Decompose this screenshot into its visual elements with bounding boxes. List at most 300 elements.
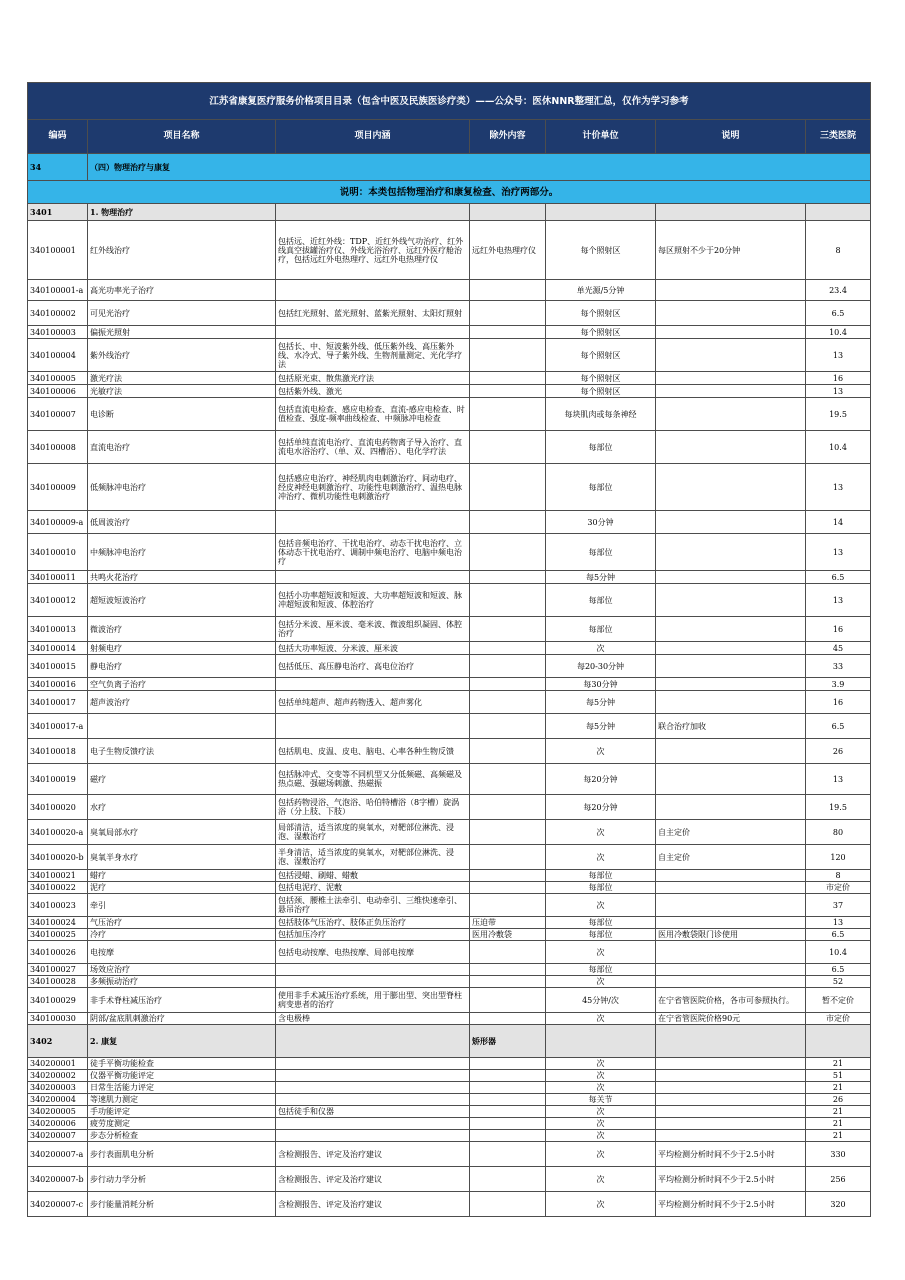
item-unit: 每个照射区 [546, 385, 656, 398]
item-code: 340100025 [28, 929, 88, 941]
item-price: 10.4 [806, 326, 871, 339]
item-price: 26 [806, 739, 871, 764]
item-unit: 次 [546, 941, 656, 964]
item-content [276, 964, 470, 976]
table-row [28, 1192, 871, 1217]
item-unit: 每部位 [546, 882, 656, 894]
item-exclude [470, 894, 546, 917]
item-price: 19.5 [806, 398, 871, 431]
item-price: 16 [806, 617, 871, 642]
table-row [28, 534, 871, 571]
item-unit: 次 [546, 1106, 656, 1118]
item-name: 场效应治疗 [88, 964, 276, 976]
item-unit: 每部位 [546, 464, 656, 511]
item-exclude [470, 1094, 546, 1106]
table-row [28, 584, 871, 617]
item-note [656, 870, 806, 882]
item-price: 13 [806, 464, 871, 511]
item-exclude [470, 584, 546, 617]
header-row [28, 120, 871, 154]
item-exclude: 医用冷敷袋 [470, 929, 546, 941]
item-exclude [470, 1106, 546, 1118]
item-exclude [470, 882, 546, 894]
item-code: 340100014 [28, 642, 88, 655]
item-exclude: 远红外电热理疗仪 [470, 221, 546, 280]
item-name: 高光功率光子治疗 [88, 280, 276, 301]
item-unit: 30分钟 [546, 511, 656, 534]
item-name: 牵引 [88, 894, 276, 917]
item-exclude [470, 534, 546, 571]
item-exclude [470, 339, 546, 372]
item-code: 340100002 [28, 301, 88, 326]
item-note [656, 1130, 806, 1142]
item-unit: 次 [546, 976, 656, 988]
item-note [656, 691, 806, 714]
table-row [28, 398, 871, 431]
item-code: 340100001-a [28, 280, 88, 301]
item-unit: 每个照射区 [546, 326, 656, 339]
item-unit: 每部位 [546, 584, 656, 617]
table-row [28, 511, 871, 534]
item-unit: 次 [546, 1118, 656, 1130]
item-unit: 每部位 [546, 964, 656, 976]
item-price: 33 [806, 655, 871, 678]
item-note [656, 976, 806, 988]
item-code: 340100027 [28, 964, 88, 976]
column-header: 项目名称 [88, 120, 276, 154]
item-content: 包括徒手和仪器 [276, 1106, 470, 1118]
table-row [28, 1070, 871, 1082]
item-name: 电诊断 [88, 398, 276, 431]
item-unit: 每部位 [546, 431, 656, 464]
category-note: 说明：本类包括物理治疗和康复检查、治疗两部分。 [28, 181, 871, 204]
item-price: 26 [806, 1094, 871, 1106]
item-unit: 每部位 [546, 617, 656, 642]
item-note [656, 941, 806, 964]
item-content: 使用非手术减压治疗系统，用于膨出型、突出型脊柱病变患者的治疗 [276, 988, 470, 1013]
table-row [28, 1142, 871, 1167]
page-title: 江苏省康复医疗服务价格项目目录（包含中医及民族医诊疗类）——公众号：医休NNR整理汇总，仅作为学习参考 [28, 83, 871, 120]
item-content: 包括音频电治疗、干扰电治疗、动态干扰电治疗、立体动态干扰电治疗、调制中频电治疗、电脑中频电治疗 [276, 534, 470, 571]
item-exclude [470, 739, 546, 764]
item-content [276, 1058, 470, 1070]
item-content: 包括电动按摩、电热按摩、局部电按摩 [276, 941, 470, 964]
item-price: 8 [806, 221, 871, 280]
item-unit: 每部位 [546, 534, 656, 571]
item-note [656, 1094, 806, 1106]
item-price: 21 [806, 1058, 871, 1070]
item-code: 340200007-a [28, 1142, 88, 1167]
item-price: 21 [806, 1106, 871, 1118]
item-name: 多频振动治疗 [88, 976, 276, 988]
item-exclude [470, 398, 546, 431]
item-note [656, 739, 806, 764]
item-price: 6.5 [806, 964, 871, 976]
table-row [28, 988, 871, 1013]
item-name: 直流电治疗 [88, 431, 276, 464]
table-row [28, 964, 871, 976]
item-code: 340100026 [28, 941, 88, 964]
item-note [656, 882, 806, 894]
item-price: 16 [806, 372, 871, 385]
item-name: 超声波治疗 [88, 691, 276, 714]
item-name: 空气负离子治疗 [88, 678, 276, 691]
table-row [28, 795, 871, 820]
item-unit: 次 [546, 894, 656, 917]
item-exclude [470, 511, 546, 534]
item-exclude [470, 964, 546, 976]
item-content: 包括大功率短波、分米波、厘米波 [276, 642, 470, 655]
item-unit: 每块肌肉或每条神经 [546, 398, 656, 431]
item-content [276, 326, 470, 339]
item-exclude [470, 1082, 546, 1094]
item-price: 320 [806, 1192, 871, 1217]
item-unit: 每5分钟 [546, 571, 656, 584]
item-note [656, 385, 806, 398]
item-exclude [470, 1013, 546, 1025]
item-name: 疲劳度测定 [88, 1118, 276, 1130]
item-price: 256 [806, 1167, 871, 1192]
item-code: 340100020-b [28, 845, 88, 870]
item-exclude [470, 301, 546, 326]
item-content: 包括单纯直流电治疗、直流电药物离子导入治疗、直流电水浴治疗、（单、双、四槽浴）、电化学疗法 [276, 431, 470, 464]
item-code: 340100010 [28, 534, 88, 571]
item-name: 1. 物理治疗 [88, 204, 276, 221]
item-name: 电按摩 [88, 941, 276, 964]
item-unit: 每20-30分钟 [546, 655, 656, 678]
title-row [28, 83, 871, 120]
item-note [656, 1070, 806, 1082]
item-exclude [470, 280, 546, 301]
item-name: 中频脉冲电治疗 [88, 534, 276, 571]
table-row [28, 280, 871, 301]
item-note [656, 678, 806, 691]
item-content [276, 1130, 470, 1142]
item-unit: 每30分钟 [546, 678, 656, 691]
item-code: 340100020 [28, 795, 88, 820]
table-row [28, 1130, 871, 1142]
item-exclude [470, 1058, 546, 1070]
item-content [276, 976, 470, 988]
table-row [28, 764, 871, 795]
item-exclude [470, 988, 546, 1013]
item-content: 包括小功率超短波和短波、大功率超短波和短波、脉冲超短波和短波、体腔治疗 [276, 584, 470, 617]
column-header: 计价单位 [546, 120, 656, 154]
item-price: 13 [806, 917, 871, 929]
item-note [656, 795, 806, 820]
item-code: 340100019 [28, 764, 88, 795]
table-row [28, 431, 871, 464]
table-row [28, 929, 871, 941]
item-content: 局部清洁，适当浓度的臭氧水，对靶部位淋洗、浸泡、湿敷治疗 [276, 820, 470, 845]
item-unit: 次 [546, 739, 656, 764]
item-code: 340100003 [28, 326, 88, 339]
item-name: 徒手平衡功能检查 [88, 1058, 276, 1070]
item-note: 平均检测分析时间不少于2.5小时 [656, 1192, 806, 1217]
item-name: 射频电疗 [88, 642, 276, 655]
column-header: 说明 [656, 120, 806, 154]
item-name: 激光疗法 [88, 372, 276, 385]
item-note [656, 584, 806, 617]
item-code: 3401 [28, 204, 88, 221]
item-code: 340100023 [28, 894, 88, 917]
item-name: 步行动力学分析 [88, 1167, 276, 1192]
item-note [656, 894, 806, 917]
item-content: 包括原光束、散焦激光疗法 [276, 372, 470, 385]
item-content: 包括肌电、皮温、皮电、脑电、心率各种生物反馈 [276, 739, 470, 764]
item-price: 6.5 [806, 301, 871, 326]
item-content: 半身清洁，适当浓度的臭氧水，对靶部位淋洗、浸泡、湿敷治疗 [276, 845, 470, 870]
item-content [276, 1094, 470, 1106]
item-note: 联合治疗加收 [656, 714, 806, 739]
item-unit: 次 [546, 1167, 656, 1192]
item-name: 水疗 [88, 795, 276, 820]
item-price: 6.5 [806, 571, 871, 584]
item-name: 步行表面肌电分析 [88, 1142, 276, 1167]
table-row [28, 739, 871, 764]
item-content: 含电极棒 [276, 1013, 470, 1025]
item-price: 21 [806, 1130, 871, 1142]
item-exclude [470, 795, 546, 820]
item-price [806, 204, 871, 221]
item-note [656, 204, 806, 221]
table-row [28, 845, 871, 870]
item-code: 340100009-a [28, 511, 88, 534]
item-name: 超短波短波治疗 [88, 584, 276, 617]
item-note: 平均检测分析时间不少于2.5小时 [656, 1142, 806, 1167]
item-name: 电子生物反馈疗法 [88, 739, 276, 764]
item-price: 21 [806, 1082, 871, 1094]
item-code: 340200007 [28, 1130, 88, 1142]
item-name: 共鸣火花治疗 [88, 571, 276, 584]
item-unit: 45分钟/次 [546, 988, 656, 1013]
item-name: 低频脉冲电治疗 [88, 464, 276, 511]
item-note [656, 398, 806, 431]
item-code: 3402 [28, 1025, 88, 1058]
table-row [28, 385, 871, 398]
table-row [28, 326, 871, 339]
item-note: 自主定价 [656, 820, 806, 845]
item-code: 340200004 [28, 1094, 88, 1106]
item-note [656, 571, 806, 584]
item-name: 泥疗 [88, 882, 276, 894]
item-content: 包括加压冷疗 [276, 929, 470, 941]
item-unit: 每20分钟 [546, 795, 656, 820]
item-price: 16 [806, 691, 871, 714]
item-content: 包括低压、高压静电治疗、高电位治疗 [276, 655, 470, 678]
item-price: 19.5 [806, 795, 871, 820]
item-unit: 每5分钟 [546, 691, 656, 714]
item-price: 52 [806, 976, 871, 988]
item-price: 23.4 [806, 280, 871, 301]
item-note: 平均检测分析时间不少于2.5小时 [656, 1167, 806, 1192]
item-note [656, 301, 806, 326]
table-row [28, 691, 871, 714]
item-name: 低周波治疗 [88, 511, 276, 534]
item-price: 暂不定价 [806, 988, 871, 1013]
column-header: 项目内涵 [276, 120, 470, 154]
item-exclude [470, 642, 546, 655]
item-exclude [470, 617, 546, 642]
item-code: 340100001 [28, 221, 88, 280]
item-price: 13 [806, 764, 871, 795]
table-row [28, 941, 871, 964]
table-row [28, 1106, 871, 1118]
item-exclude [470, 326, 546, 339]
item-price: 市定价 [806, 1013, 871, 1025]
item-unit: 每个照射区 [546, 339, 656, 372]
item-unit: 次 [546, 1142, 656, 1167]
item-price: 13 [806, 385, 871, 398]
table-row [28, 301, 871, 326]
item-note [656, 534, 806, 571]
item-code: 340200007-c [28, 1192, 88, 1217]
table-row [28, 976, 871, 988]
item-content: 包括浸蜡、刷蜡、蜡敷 [276, 870, 470, 882]
item-exclude [470, 1142, 546, 1167]
table-row [28, 1167, 871, 1192]
item-unit: 次 [546, 820, 656, 845]
item-code: 340200005 [28, 1106, 88, 1118]
section-row [28, 204, 871, 221]
item-content: 包括电泥疗、泥敷 [276, 882, 470, 894]
item-note [656, 617, 806, 642]
table-row [28, 678, 871, 691]
item-unit: 每部位 [546, 917, 656, 929]
item-code: 340100024 [28, 917, 88, 929]
item-exclude: 压迫带 [470, 917, 546, 929]
table-row [28, 714, 871, 739]
item-price: 6.5 [806, 714, 871, 739]
item-note: 每区照射不少于20分钟 [656, 221, 806, 280]
item-content: 包括感应电治疗、神经肌肉电刺激治疗、间动电疗、经皮神经电刺激治疗、功能性电刺激治疗、温热电脉冲治疗、微机功能性电刺激治疗 [276, 464, 470, 511]
item-unit: 每个照射区 [546, 301, 656, 326]
table-row [28, 1013, 871, 1025]
item-exclude [470, 372, 546, 385]
item-exclude [470, 976, 546, 988]
item-note [656, 964, 806, 976]
item-price: 37 [806, 894, 871, 917]
item-name: 步行能量消耗分析 [88, 1192, 276, 1217]
item-exclude [470, 204, 546, 221]
item-name: 偏振光照射 [88, 326, 276, 339]
item-price: 3.9 [806, 678, 871, 691]
category-note-row [28, 181, 871, 204]
item-price: 6.5 [806, 929, 871, 941]
item-unit: 每个照射区 [546, 221, 656, 280]
item-note [656, 1025, 806, 1058]
table-row [28, 1082, 871, 1094]
item-name: 气压治疗 [88, 917, 276, 929]
table-row [28, 617, 871, 642]
item-content: 包括颈、腰椎土法牵引、电动牵引、三维快速牵引、悬吊治疗 [276, 894, 470, 917]
item-price: 330 [806, 1142, 871, 1167]
item-name: 红外线治疗 [88, 221, 276, 280]
item-content: 包括紫外线、激光 [276, 385, 470, 398]
table-row [28, 1094, 871, 1106]
table-row [28, 339, 871, 372]
item-price: 13 [806, 534, 871, 571]
item-code: 340200002 [28, 1070, 88, 1082]
category-name: （四）物理治疗与康复 [88, 154, 871, 181]
item-content: 包括远、近红外线：TDP、近红外线气功治疗、红外线真空拔罐治疗仪、外线光浴治疗、远红外医疗舱治疗，包括远红外电热理疗、远红外电热理疗仪 [276, 221, 470, 280]
item-name: 阴部/盆底肌刺激治疗 [88, 1013, 276, 1025]
item-content: 包括长、中、短波紫外线、低压紫外线、高压紫外线、水冷式、导子紫外线、生物剂量测定、光化学疗法 [276, 339, 470, 372]
item-content [276, 571, 470, 584]
item-exclude [470, 1167, 546, 1192]
item-price: 8 [806, 870, 871, 882]
item-code: 340100029 [28, 988, 88, 1013]
item-price: 10.4 [806, 431, 871, 464]
table-row [28, 221, 871, 280]
item-price [806, 1025, 871, 1058]
table-row [28, 571, 871, 584]
item-exclude [470, 431, 546, 464]
item-code: 340100004 [28, 339, 88, 372]
item-content [276, 714, 470, 739]
item-exclude [470, 1130, 546, 1142]
item-unit: 次 [546, 1070, 656, 1082]
item-code: 340100022 [28, 882, 88, 894]
table-row [28, 820, 871, 845]
item-code: 340100021 [28, 870, 88, 882]
item-name: 日常生活能力评定 [88, 1082, 276, 1094]
item-content [276, 280, 470, 301]
item-code: 340100007 [28, 398, 88, 431]
item-name [88, 714, 276, 739]
item-code: 340100015 [28, 655, 88, 678]
item-name: 等速肌力测定 [88, 1094, 276, 1106]
item-note [656, 280, 806, 301]
item-unit: 每个照射区 [546, 372, 656, 385]
item-price: 80 [806, 820, 871, 845]
table-row [28, 372, 871, 385]
item-code: 340200006 [28, 1118, 88, 1130]
table-row [28, 1058, 871, 1070]
item-unit [546, 1025, 656, 1058]
item-code: 340100012 [28, 584, 88, 617]
item-exclude [470, 464, 546, 511]
item-note [656, 655, 806, 678]
item-price: 10.4 [806, 941, 871, 964]
item-exclude [470, 941, 546, 964]
item-note [656, 511, 806, 534]
item-price: 51 [806, 1070, 871, 1082]
item-exclude [470, 655, 546, 678]
item-unit: 每5分钟 [546, 714, 656, 739]
item-note [656, 339, 806, 372]
item-content [276, 204, 470, 221]
item-note [656, 464, 806, 511]
item-unit: 次 [546, 845, 656, 870]
item-content [276, 1070, 470, 1082]
item-unit: 次 [546, 1082, 656, 1094]
item-price: 45 [806, 642, 871, 655]
item-unit: 每部位 [546, 929, 656, 941]
item-note [656, 326, 806, 339]
item-exclude [470, 1070, 546, 1082]
item-unit: 每关节 [546, 1094, 656, 1106]
item-unit: 次 [546, 642, 656, 655]
item-note [656, 1118, 806, 1130]
item-unit: 每20分钟 [546, 764, 656, 795]
item-note [656, 372, 806, 385]
item-code: 340100017-a [28, 714, 88, 739]
item-name: 可见光治疗 [88, 301, 276, 326]
item-code: 340200007-b [28, 1167, 88, 1192]
item-name: 臭氧半身水疗 [88, 845, 276, 870]
item-content: 包括单纯超声、超声药物透入、超声雾化 [276, 691, 470, 714]
